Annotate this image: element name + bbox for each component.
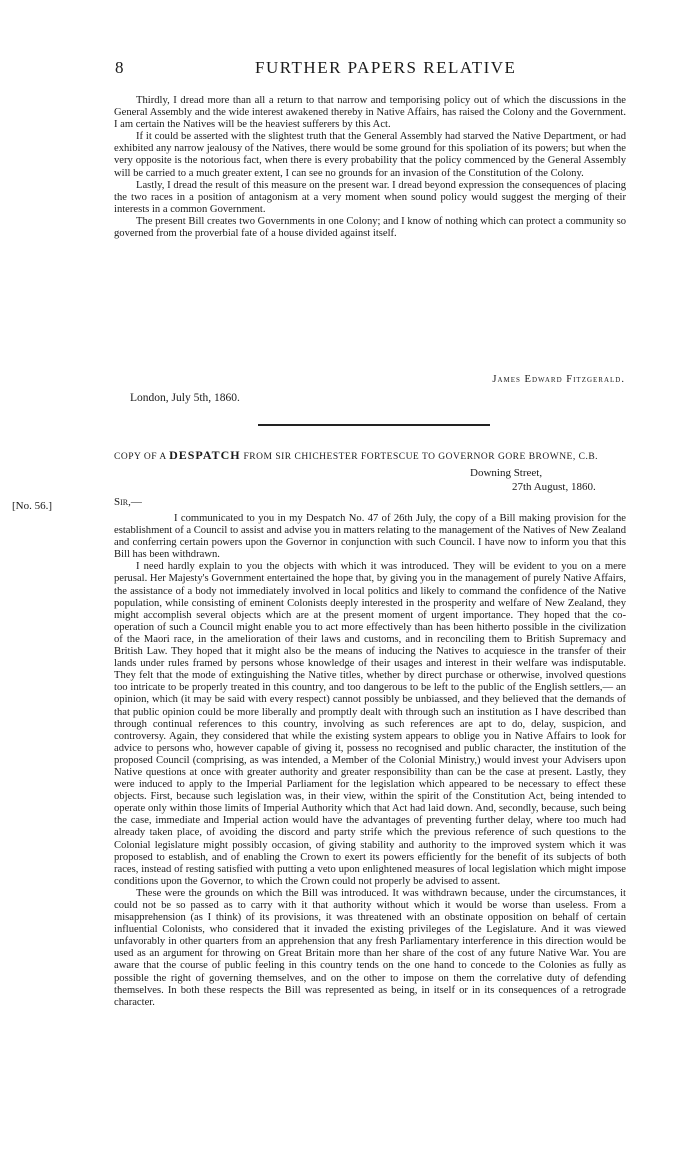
memo-text [114, 95, 626, 240]
dateline: London, July 5th, 1860. [130, 392, 240, 404]
despatch-title-prefix: COPY OF A [114, 452, 167, 462]
salutation: Sir,— [114, 496, 142, 508]
despatch-paragraph: I need hardly explain to you the objects with which it was introduced. They will be evident to you on a mere perusal. Her Majesty's Government entertained the hope that, by giving you in the management of purely Native Affairs, the assistance of a body not immediately involved in local politics and likely to command the confidence of the Native population, while consisting of eminent Colonists deeply interested in the prosperity and welfare of New Zealand, they might accomplish several objects which are at the present moment of urgent importance. They hoped that the co-operation of such a Council might enable you to act more effectively than has been hitherto possible in the civilization of the Maori race, in the amelioration of their laws and customs, and in reconciling them to British Supremacy and British Law. They hoped that it might also be the means of inducing the Natives to acquiesce in the transfer of their lands under rules framed by persons whose knowledge of their usages and interest in their welfare was indisputable. They felt that the mode of extinguishing the Native titles, whether by direct purchase or otherwise, involved questions too intricate to be properly treated in this country, and too dangerous to be left to the public of the English settlers,— an opinion, which (it may be said with every respect) cannot possibly be unbiassed, and they believed that the demands of that public opinion could be more liberally and promptly dealt with through such an institution as I have described than through continual references to this country, involving as such references are apt to do, delay, suspicion, and controversy. Again, they considered that while the existing system appears to oblige you in Native Affairs to look for advice to persons who, however capable of giving it, possess no recognised and public character, the institution of the proposed Council (comprising, as was intended, a Member of the Colonial Ministry,) would invest your Advisers upon Native questions at once with greater authority and greater responsibility than can be the case at present. Lastly, they were induced to apply to the Imperial Parliament for the legislation which appeared to be necessary to effect these objects. First, because such legislation was, in their view, within the spirit of the Constitution Act, being intended to operate only within those limits of Imperial Authority which that Act had laid down. And, secondly, because, such being the case, immediate and Imperial action would have the advantages of preventing further delay, where too much had already taken place, of avoiding the discord and party strife which the previous reference of such questions to the Colonial legislature might possibly occasion, of giving stability and authority to the improved system which it was proposed to establish, and of enabling the Crown to exert its powers efficiently for the benefit of its subjects of both races, instead of resting satisfied with putting a veto upon enlightened measures of local legislation which might impose conditions upon the Governor, to which the Crown could not properly be advised to assent. [114, 561, 626, 887]
memo-paragraph: The present Bill creates two Governments in one Colony; and I know of nothing which can protect a community so governed from the proverbial fate of a house divided against itself. [114, 215, 626, 240]
memo-paragraph: Thirdly, I dread more than all a return to that narrow and temporising policy out of which the discussions in the General Assembly and the wide interest awakened thereby in Native Affairs, has raised the Colony and the Government. I am certain the Natives will be the heaviest sufferers by this Act. [114, 95, 626, 131]
despatch-text [114, 513, 626, 1009]
page-number: 8 [115, 58, 124, 77]
running-title: FURTHER PAPERS RELATIVE [255, 58, 517, 77]
page-header [115, 58, 605, 80]
address-street: Downing Street, [470, 467, 543, 479]
memo-paragraph: Lastly, I dread the result of this measure on the present war. I dread beyond expression the consequences of placing the two races in a position of antagonism at a very moment when sound policy would suggest the merging of their interests in a common Government. [114, 179, 626, 215]
despatch-address [470, 466, 596, 494]
despatch-paragraph: These were the grounds on which the Bill was introduced. It was withdrawn because, under the circumstances, it could not be so passed as to carry with it that authority without which it would be worse than useless. From a misapprehension (as I think) of its provisions, it was threatened with an obstinate opposition on behalf of certain influential Colonists, who considered that it invaded the existing privileges of the Legislature. And it was viewed unfavorably in other quarters from an apprehension that any fresh Parliamentary interference in this direction would be used as an argument for throwing on Great Britain more than her share of the cost of any future Native War. You are aware that the course of public feeling in this country tends on the one hand to concede to the Colonies as fully as possible the right of governing themselves, and on the other to impose on them the correlative duty of defending themselves. In both these respects the Bill was represented as being, in itself or in its consequences of a retrograde character. [114, 887, 626, 1008]
section-divider [258, 424, 490, 426]
margin-reference: [No. 56.] [12, 500, 53, 512]
despatch-title [114, 448, 634, 463]
despatch-paragraph: I communicated to you in my Despatch No. 47 of 26th July, the copy of a Bill making provision for the establishment of a Council to assist and advise you in matters relating to the management of the Natives of New Zealand and conferring certain powers upon the Governor in conjunction with such Council. I have now to inform you that this Bill has been withdrawn. [114, 513, 626, 561]
address-date: 27th August, 1860. [512, 481, 596, 493]
despatch-title-rest: FROM SIR CHICHESTER FORTESCUE TO GOVERNOR GORE BROWNE, C.B. [243, 452, 599, 462]
memo-paragraph: If it could be asserted with the slightest truth that the General Assembly had starved the Native Department, or had exhibited any narrow jealousy of the Natives, there would be some ground for this spoliation of its powers; but when the very opposite is the notorious fact, when there is every probability that the policy commenced by the General Assembly will be carried to a much greater extent, I can see no grounds for an invasion of the Constitution of the Colony. [114, 131, 626, 179]
signature: James Edward Fitzgerald. [492, 374, 625, 385]
despatch-title-word: DESPATCH [169, 448, 241, 462]
